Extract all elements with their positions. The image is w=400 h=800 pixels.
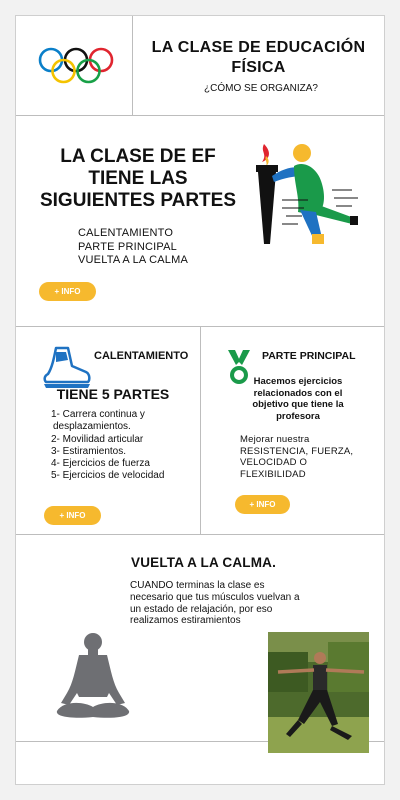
list-item: 3- Estiramientos.	[51, 445, 127, 457]
page-title: LA CLASE DE EDUCACIÓN FÍSICA	[151, 39, 366, 76]
list-item: 4- Ejercicios de fuerza	[51, 458, 150, 470]
yoga-photo	[268, 632, 369, 753]
calentamiento-title: CALENTAMIENTO	[94, 350, 189, 362]
running-shoe-icon	[42, 346, 92, 390]
parts-list	[78, 227, 188, 268]
parte-principal-highlight: Hacemos ejercicios relacionados con el objetivo que tiene la profesora	[252, 376, 344, 422]
list-item: CALENTAMIENTO	[78, 227, 174, 239]
info-button-parts[interactable]: + INFO	[39, 282, 96, 301]
list-item: desplazamientos.	[53, 421, 131, 433]
divider	[200, 326, 201, 534]
meditation-silhouette-icon	[53, 631, 133, 721]
olympic-rings-icon	[38, 46, 114, 86]
parte-principal-title: PARTE PRINCIPAL	[262, 350, 356, 362]
parts-heading: LA CLASE DE EF TIENE LAS SIGUIENTES PARTES	[39, 146, 236, 211]
list-item: VUELTA A LA CALMA	[78, 254, 188, 266]
infographic-page	[15, 15, 385, 785]
divider	[132, 16, 133, 115]
calentamiento-subtitle: TIENE 5 PARTES	[56, 386, 170, 402]
torch-runner-illustration	[242, 138, 367, 248]
list-item: 2- Movilidad articular	[51, 433, 144, 445]
list-item: 1- Carrera continua y	[51, 409, 145, 420]
calentamiento-list	[51, 409, 164, 483]
list-item: PARTE PRINCIPAL	[78, 240, 177, 253]
info-button-parte-principal[interactable]: + INFO	[235, 495, 290, 514]
parte-principal-text: Mejorar nuestra RESISTENCIA, FUERZA, VELOCIDAD O FLEXIBILIDAD	[240, 434, 354, 481]
divider	[16, 115, 384, 116]
vuelta-calma-title: VUELTA A LA CALMA.	[131, 555, 277, 570]
vuelta-calma-text: CUANDO terminas la clase es necesario que tus músculos vuelvan a un estado de relajación, por eso realizamos estiramientos	[130, 580, 300, 627]
page-subtitle: ¿CÓMO SE ORGANIZA?	[204, 83, 318, 94]
info-button-calentamiento[interactable]: + INFO	[44, 506, 101, 525]
divider	[16, 534, 384, 535]
list-item: 5- Ejercicios de velocidad	[51, 470, 165, 482]
